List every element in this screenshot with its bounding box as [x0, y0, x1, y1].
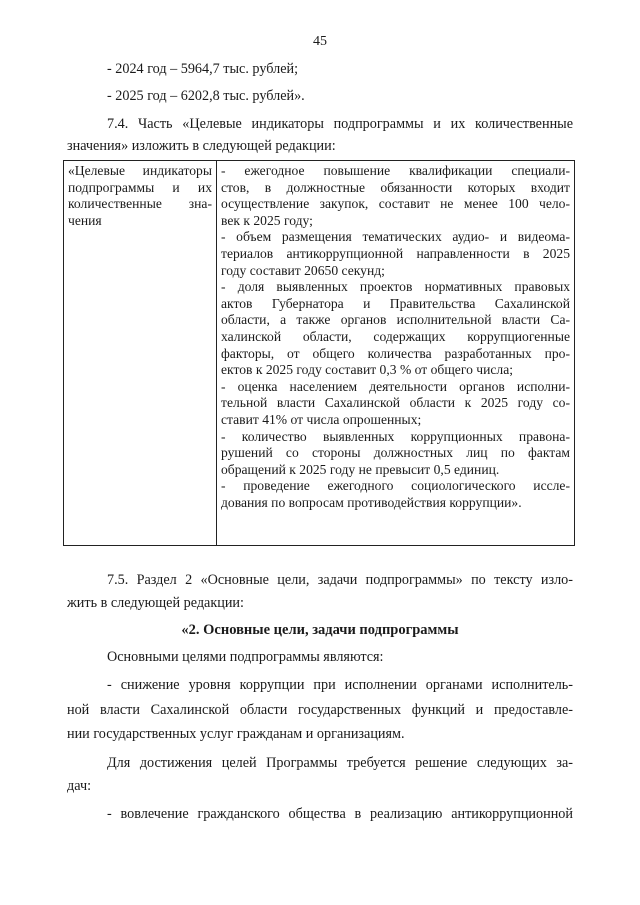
value-line: осуществление закупок, составит не менее 100 чело- — [221, 196, 570, 212]
indicator-label-cell — [64, 161, 217, 546]
page-number: 45 — [313, 34, 327, 49]
value-line: век к 2025 году; — [221, 212, 313, 228]
value-line: ектов к 2025 году составит 0,3 % от общего числа; — [221, 362, 514, 378]
value-line: тельной власти Сахалинской области к 2025 году со- — [221, 395, 570, 411]
value-line: - количество выявленных коррупционных правона- — [221, 428, 570, 444]
label-line: чения — [68, 212, 102, 228]
para-7-5-line-1: 7.5. Раздел 2 «Основные цели, задачи подпрограммы» по тексту изло- — [107, 572, 573, 588]
value-line: области, а также органов исполнительной власти Са- — [221, 312, 570, 328]
value-line: рушений со стороны должностных лиц по фактам — [221, 445, 570, 461]
value-line: дования по вопросам противодействия коррупции». — [221, 494, 522, 510]
label-line: «Целевые индикаторы — [68, 163, 212, 178]
indicators-table — [63, 160, 575, 546]
value-line: обращений к 2025 году не превысит 0,5 единиц. — [221, 461, 500, 477]
value-line: факторы, от общего количества разработанных про- — [221, 345, 570, 361]
value-line: халинской области, содержащих коррупциогенные — [221, 328, 570, 344]
value-line: ставит 41% от числа опрошенных; — [221, 411, 422, 427]
goal-item-line-3: нии государственных услуг гражданам и организациям. — [67, 726, 405, 742]
para-7-4-line-2: значения» изложить в следующей редакции: — [67, 138, 336, 154]
budget-line-2025: - 2025 год – 6202,8 тыс. рублей». — [107, 88, 305, 104]
para-7-5-line-2: жить в следующей редакции: — [67, 595, 244, 611]
value-line: - проведение ежегодного социологического иссле- — [221, 478, 570, 494]
section-heading: «2. Основные цели, задачи подпрограммы — [181, 622, 459, 638]
value-line: териалов антикоррупционной направленности в 2025 — [221, 245, 570, 261]
label-line: количественные зна- — [68, 196, 212, 212]
indicator-values-cell — [217, 161, 575, 546]
tasks-intro-line-1: Для достижения целей Программы требуется решение следующих за- — [107, 755, 573, 771]
goals-intro: Основными целями подпрограммы являются: — [107, 649, 384, 665]
table-row — [64, 161, 575, 546]
value-line: - ежегодное повышение квалификации специали- — [221, 163, 570, 178]
value-line: актов Губернатора и Правительства Сахалинской — [221, 295, 570, 311]
value-line: - доля выявленных проектов нормативных правовых — [221, 279, 570, 295]
value-line: - объем размещения тематических аудио- и видеома- — [221, 229, 570, 245]
task-item-line-1: - вовлечение гражданского общества в реализацию антикоррупционной — [107, 806, 573, 822]
value-line: стов, в должностные обязанности которых входит — [221, 179, 570, 195]
budget-line-2024: - 2024 год – 5964,7 тыс. рублей; — [107, 61, 299, 77]
label-line: подпрограммы и их — [68, 179, 212, 195]
value-line: - оценка населением деятельности органов исполни- — [221, 378, 570, 394]
goal-item-line-2: ной власти Сахалинской области государственных функций и предоставле- — [67, 702, 573, 718]
value-line: году составит 20650 секунд; — [221, 262, 385, 278]
goal-item-line-1: - снижение уровня коррупции при исполнении органами исполнитель- — [107, 677, 573, 693]
para-7-4-line-1: 7.4. Часть «Целевые индикаторы подпрограммы и их количественные — [107, 116, 573, 132]
tasks-intro-line-2: дач: — [67, 778, 92, 794]
